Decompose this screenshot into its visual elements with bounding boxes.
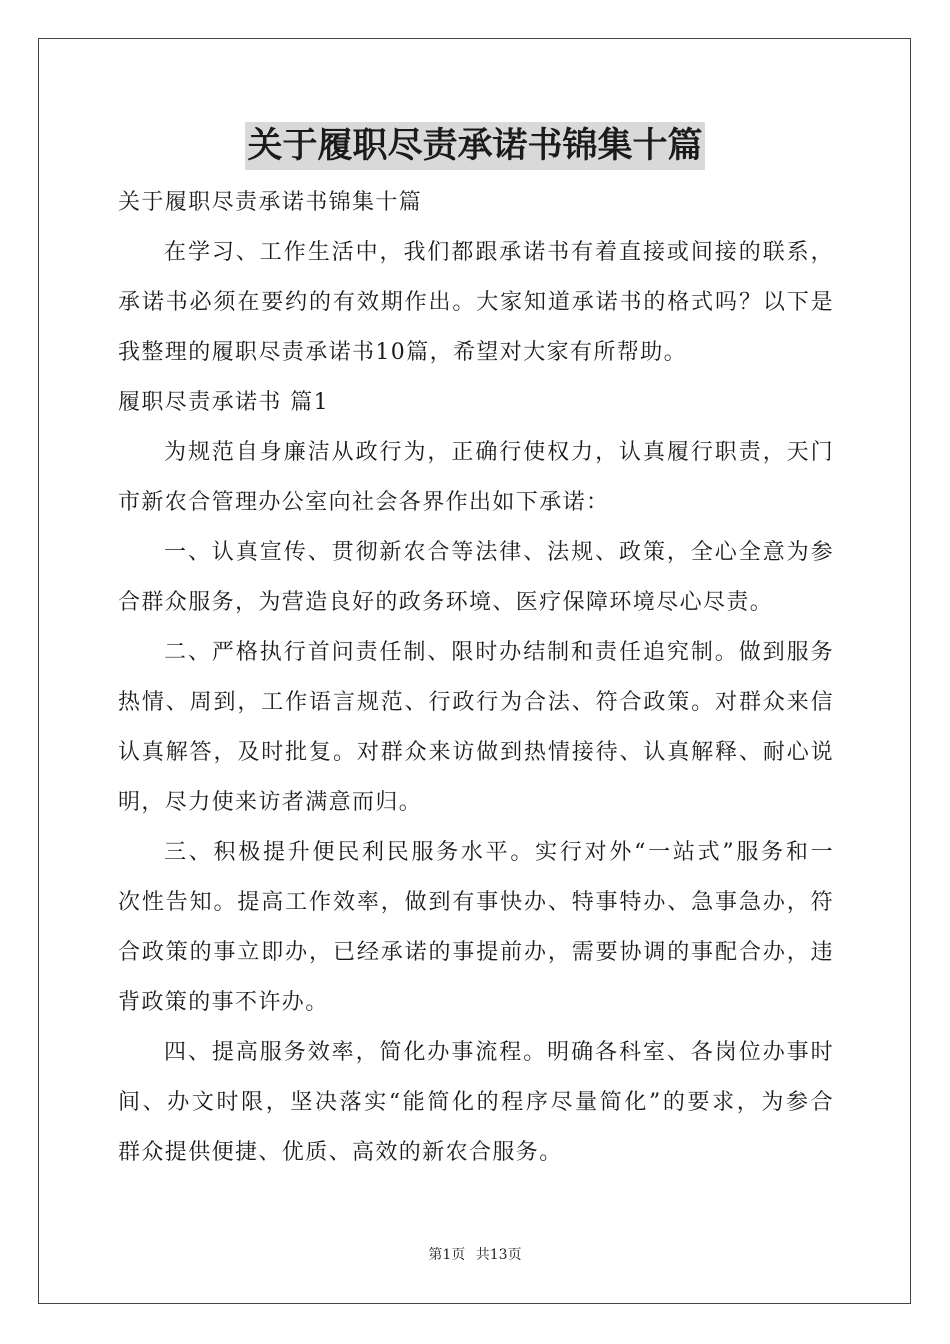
paragraph-line: 明，尽力使来访者满意而归。 (118, 790, 423, 815)
intro-line: 承诺书必须在要约的有效期作出。大家知道承诺书的格式吗？以下是 (118, 290, 834, 315)
page-number: 第1页 (428, 1247, 466, 1263)
paragraph-line: 合政策的事立即办，已经承诺的事提前办，需要协调的事配合办，违 (118, 940, 834, 965)
document-subtitle: 关于履职尽责承诺书锦集十篇 (118, 190, 423, 215)
paragraph-line: 间、办文时限，坚决落实“能简化的程序尽量简化”的要求，为参合 (118, 1090, 834, 1115)
paragraph-line: 次性告知。提高工作效率，做到有事快办、特事特办、急事急办，符 (118, 890, 834, 915)
title-container (0, 122, 950, 170)
section-heading: 履职尽责承诺书 篇1 (118, 390, 329, 415)
paragraph-line: 市新农合管理办公室向社会各界作出如下承诺： (118, 490, 610, 515)
paragraph-line: 背政策的事不许办。 (118, 990, 329, 1015)
paragraph-line: 三、积极提升便民利民服务水平。实行对外“一站式”服务和一 (164, 840, 834, 865)
paragraph-line: 一、认真宣传、贯彻新农合等法律、法规、政策，全心全意为参 (164, 540, 834, 565)
page-footer (0, 1244, 950, 1264)
document-title: 关于履职尽责承诺书锦集十篇 (245, 122, 704, 170)
page-total: 共13页 (475, 1247, 522, 1263)
paragraph-line: 热情、周到，工作语言规范、行政行为合法、符合政策。对群众来信 (118, 690, 834, 715)
paragraph-line: 四、提高服务效率，简化办事流程。明确各科室、各岗位办事时 (164, 1040, 834, 1065)
paragraph-line: 群众提供便捷、优质、高效的新农合服务。 (118, 1140, 563, 1165)
document-body (118, 178, 834, 1178)
intro-line: 我整理的履职尽责承诺书10篇，希望对大家有所帮助。 (118, 340, 687, 365)
paragraph-line: 合群众服务，为营造良好的政务环境、医疗保障环境尽心尽责。 (118, 590, 774, 615)
paragraph-line: 为规范自身廉洁从政行为，正确行使权力，认真履行职责，天门 (164, 440, 834, 465)
paragraph-line: 认真解答，及时批复。对群众来访做到热情接待、认真解释、耐心说 (118, 740, 834, 765)
paragraph-line: 二、严格执行首问责任制、限时办结制和责任追究制。做到服务 (164, 640, 834, 665)
intro-line: 在学习、工作生活中，我们都跟承诺书有着直接或间接的联系， (164, 240, 834, 265)
